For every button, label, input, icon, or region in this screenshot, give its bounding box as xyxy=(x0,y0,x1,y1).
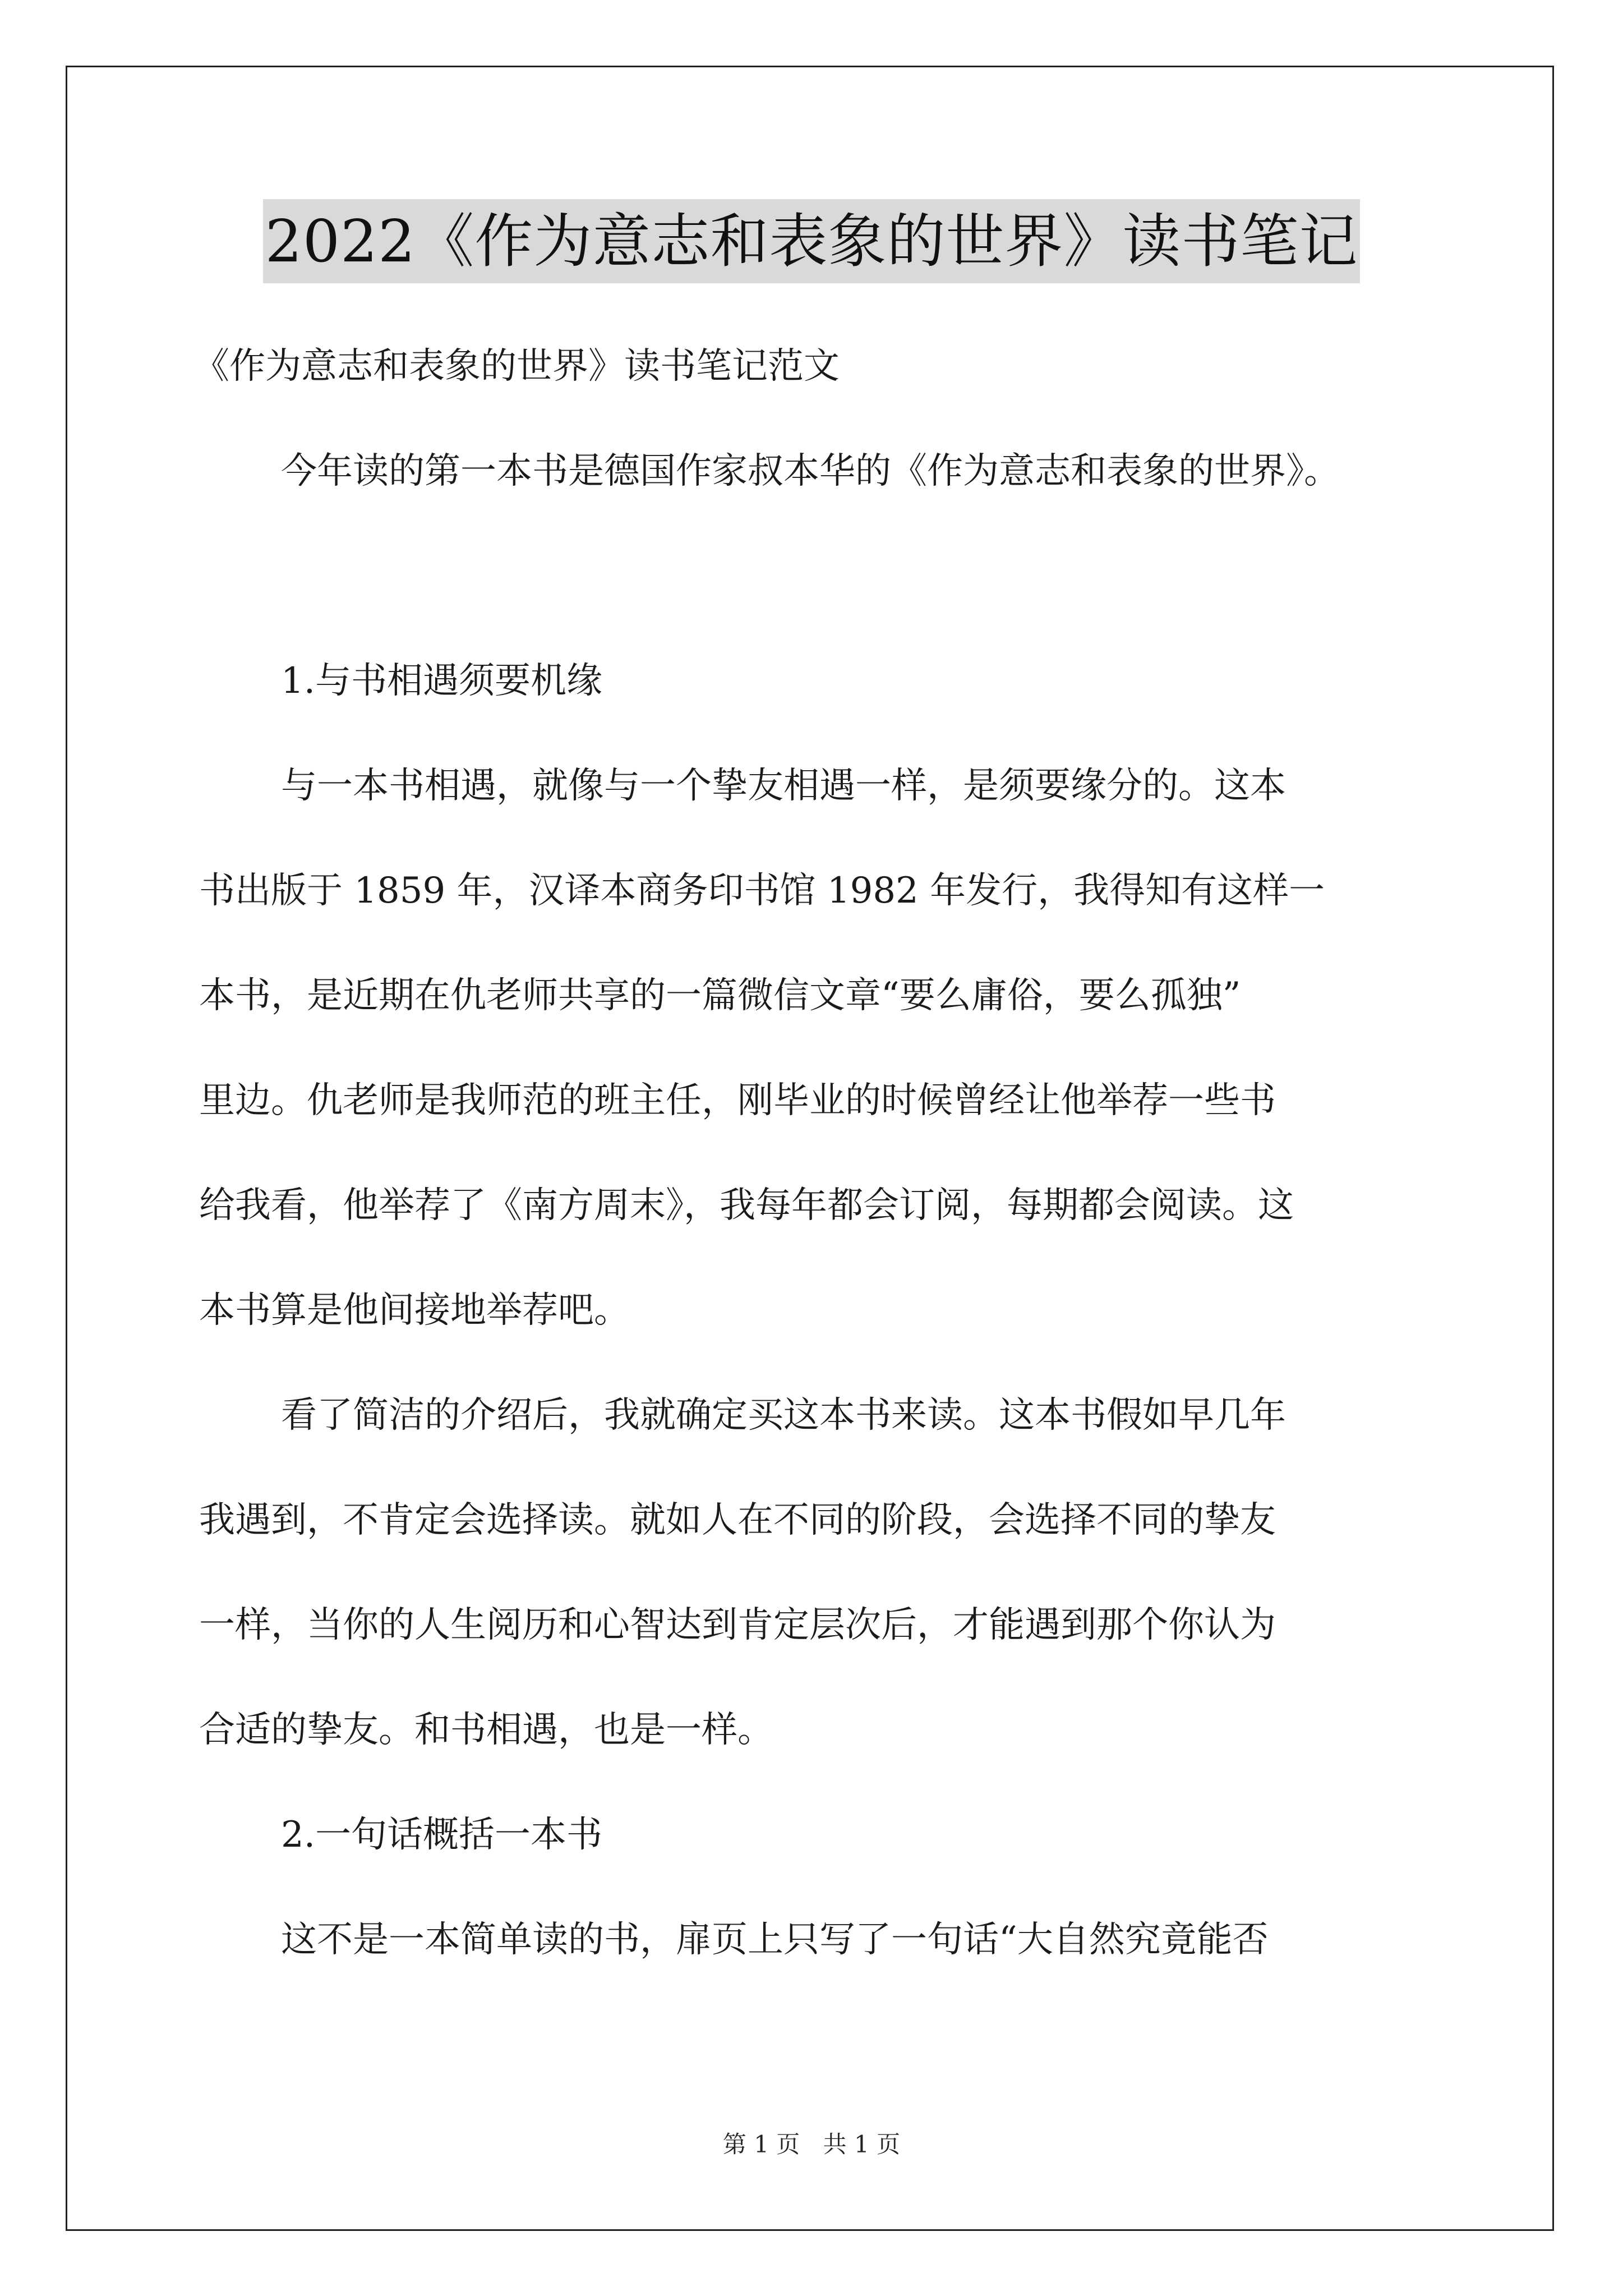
body-line: 看了简洁的介绍后，我就确定买这本书来读。这本书假如早几年 xyxy=(281,1395,1286,1436)
body-line: 一样，当你的人生阅历和心智达到肯定层次后，才能遇到那个你认为 xyxy=(199,1604,1276,1646)
page-footer xyxy=(0,2126,1623,2160)
body-line: 《作为意志和表象的世界》读书笔记范文 xyxy=(193,346,840,387)
body-line: 书出版于 1859 年，汉译本商务印书馆 1982 年发行，我得知有这样一 xyxy=(199,870,1325,912)
body-line: 我遇到，不肯定会选择读。就如人在不同的阶段，会选择不同的挚友 xyxy=(199,1499,1276,1541)
document-body xyxy=(193,314,1427,1993)
blank-line xyxy=(199,524,1427,629)
document-title: 2022《作为意志和表象的世界》读书笔记 xyxy=(263,199,1361,283)
body-line: 今年读的第一本书是德国作家叔本华的《作为意志和表象的世界》。 xyxy=(281,450,1340,492)
page-number-current: 第 1 页 xyxy=(722,2131,800,2158)
title-container xyxy=(0,199,1623,283)
section-heading: 1.与书相遇须要机缘 xyxy=(281,660,603,702)
page-number-total: 共 1 页 xyxy=(823,2131,901,2158)
body-line: 里边。仇老师是我师范的班主任，刚毕业的时候曾经让他举荐一些书 xyxy=(199,1080,1276,1121)
body-line: 合适的挚友。和书相遇，也是一样。 xyxy=(199,1709,773,1751)
body-line: 与一本书相遇，就像与一个挚友相遇一样，是须要缘分的。这本 xyxy=(281,765,1286,807)
body-line: 给我看，他举荐了《南方周末》，我每年都会订阅，每期都会阅读。这 xyxy=(199,1185,1294,1226)
body-line: 本书，是近期在仇老师共享的一篇微信文章“要么庸俗，要么孤独” xyxy=(199,975,1241,1016)
body-line: 本书算是他间接地举荐吧。 xyxy=(199,1290,630,1331)
body-line: 这不是一本简单读的书，扉页上只写了一句话“大自然究竟能否 xyxy=(281,1919,1269,1961)
section-heading: 2.一句话概括一本书 xyxy=(281,1814,603,1856)
